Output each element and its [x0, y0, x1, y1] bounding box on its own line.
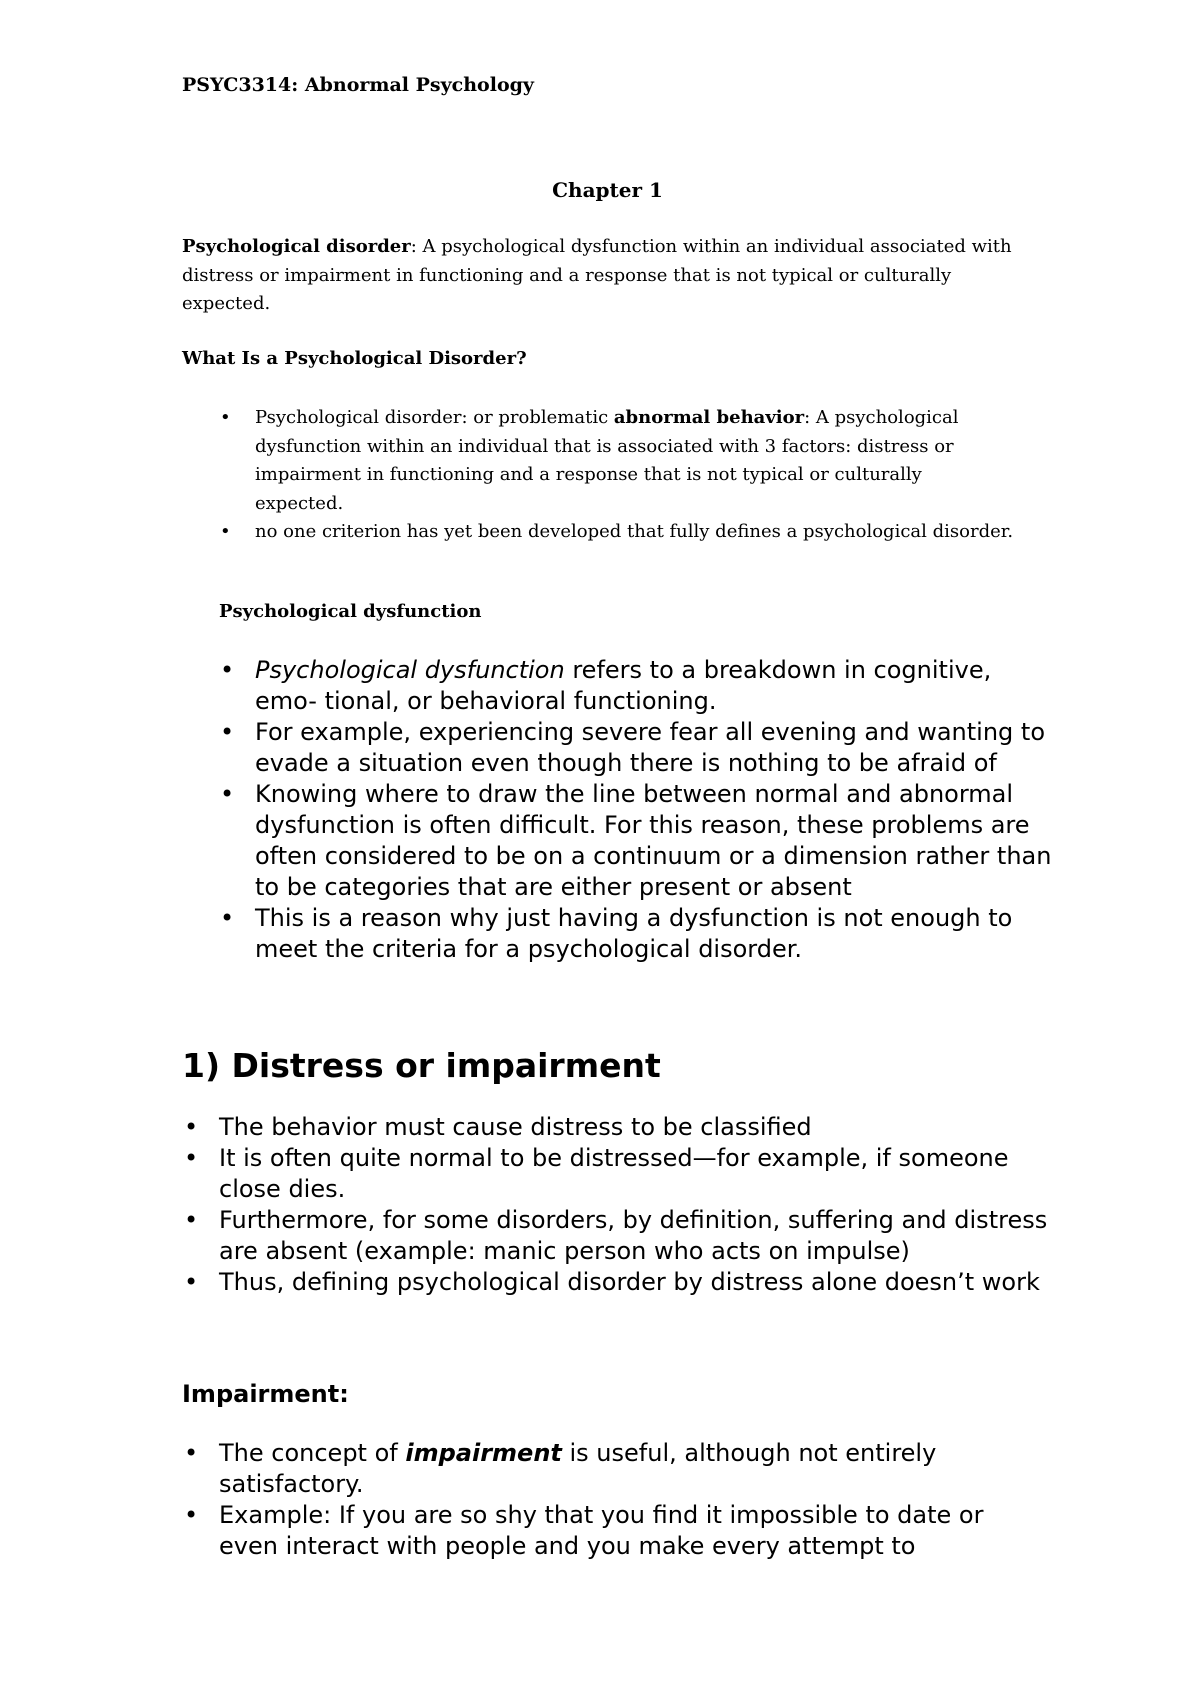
bullet-icon: • [220, 718, 235, 746]
bullet-icon: • [220, 656, 235, 684]
chapter-title: Chapter 1 [552, 178, 663, 202]
distress-bullet-list [184, 1112, 1049, 1298]
bullet-icon: • [220, 780, 235, 808]
list-item: • Furthermore, for some disorders, by definition, suffering and distress are absent (example: manic person who acts on impulse) [184, 1206, 1048, 1265]
bullet-icon: • [220, 407, 231, 428]
section-heading-what-is: What Is a Psychological Disorder? [182, 348, 527, 369]
definition-text: : A psychological dysfunction within an individual associated with distress or impairment in functioning and a response that is not typical or culturally expected. [182, 236, 1012, 314]
definition-paragraph [182, 233, 1032, 319]
bullet-icon: • [184, 1501, 199, 1529]
section-heading-impairment: Impairment: [182, 1380, 349, 1408]
list-item: • The behavior must cause distress to be classified [184, 1113, 812, 1141]
list-item: • Thus, defining psychological disorder by distress alone doesn’t work [184, 1268, 1040, 1296]
dysfunction-bullet-list [220, 655, 1055, 965]
bullet-icon: • [184, 1113, 199, 1141]
bullet-icon: • [220, 521, 231, 542]
bullet-icon: • [184, 1206, 199, 1234]
bullet-icon: • [184, 1268, 199, 1296]
list-item: • It is often quite normal to be distressed—for example, if someone close dies. [184, 1144, 1009, 1203]
list-item: • For example, experiencing severe fear all evening and wanting to evade a situation even though there is nothing to be afraid of [220, 718, 1046, 777]
list-item: • The concept of impairment is useful, although not entirely satisfactory. [184, 1439, 937, 1498]
what-is-bullet-list [220, 404, 1015, 547]
section-heading-dysfunction: Psychological dysfunction [219, 601, 482, 622]
list-item: • Psychological dysfunction refers to a breakdown in cognitive, emo- tional, or behavioral functioning. [220, 656, 992, 715]
section-heading-distress: 1) Distress or impairment [182, 1046, 661, 1085]
list-item: • This is a reason why just having a dysfunction is not enough to meet the criteria for a psychological disorder. [220, 904, 1013, 963]
bullet-icon: • [184, 1144, 199, 1172]
definition-term: Psychological disorder [182, 236, 411, 257]
list-item: • Psychological disorder: or problematic abnormal behavior: A psychological dysfunction within an individual that is associated with 3 factors: distress or impairment in functioning and a response that is not typical or culturally expected. [255, 404, 1015, 518]
list-item: • Example: If you are so shy that you find it impossible to date or even interact with people and you make every attempt to [184, 1501, 984, 1560]
impairment-bullet-list [184, 1438, 1049, 1562]
bullet-icon: • [220, 904, 235, 932]
bullet-icon: • [184, 1439, 199, 1467]
list-item: • no one criterion has yet been developed that fully defines a psychological disorder. [255, 518, 1015, 547]
list-item: • Knowing where to draw the line between normal and abnormal dysfunction is often difficult. For this reason, these problems are often considered to be on a continuum or a dimension rather than to be categories that are either present or absent [220, 780, 1052, 901]
course-title: PSYC3314: Abnormal Psychology [182, 74, 534, 96]
